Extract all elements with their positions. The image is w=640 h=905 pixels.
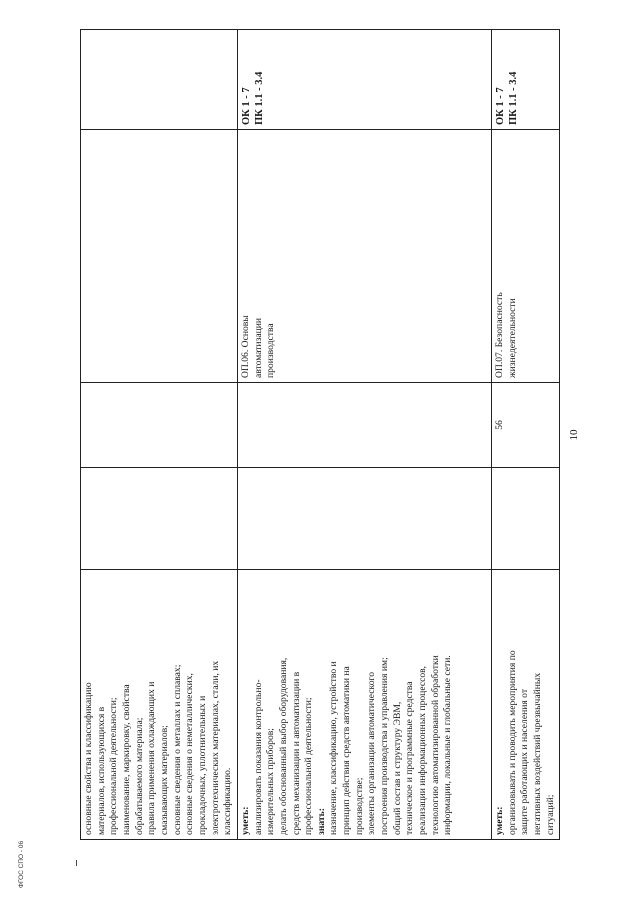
discipline-line: жизнедеятельности <box>506 298 518 378</box>
table-row <box>81 30 238 840</box>
content-line: анализировать показания контрольно- <box>252 679 264 835</box>
content-line: электротехнических материалах, стали, их <box>209 660 221 835</box>
skills-heading: уметь: <box>239 806 251 835</box>
knowledge-heading: знать: <box>315 808 327 835</box>
page-number: 10 <box>568 429 580 441</box>
skills-heading: уметь: <box>493 806 505 835</box>
content-line: назначение, классификацию, устройство и <box>328 661 340 835</box>
hours1-cell <box>237 468 491 570</box>
discipline-cell <box>237 130 491 383</box>
content-line: материалов, использующихся в <box>95 706 107 835</box>
competency-table <box>80 29 560 840</box>
general-competence-code: ОК 1 - 7 <box>494 87 506 125</box>
hours2-cell <box>237 383 491 468</box>
discipline-cell <box>491 130 559 383</box>
content-line: принцип действия средств автоматики на <box>341 666 353 835</box>
content-line: прокладочных, уплотнительных и <box>196 695 208 835</box>
content-line: делать обоснованный выбор оборудования, <box>277 657 289 835</box>
content-line: классификацию. <box>222 767 234 835</box>
codes-cell <box>237 30 491 130</box>
content-line: реализации информационных процессов, <box>417 665 429 835</box>
professional-competence-code: ПК 1.1 - 3.4 <box>254 71 265 125</box>
discipline-line: производства <box>265 323 277 378</box>
content-cell <box>237 570 491 840</box>
discipline-line: автоматизации <box>252 317 264 378</box>
rotated-page <box>80 30 600 840</box>
content-line: профессиональной деятельности; <box>108 697 120 835</box>
hours1-cell <box>491 468 559 570</box>
content-line: правила применения охлаждающих и <box>146 681 158 835</box>
hours2-cell: 56 <box>491 383 559 468</box>
table-row <box>491 30 559 840</box>
content-line: смазывающих материалов; <box>158 725 170 835</box>
table-row <box>237 30 491 840</box>
content-line: построения производства и управления им; <box>379 657 391 835</box>
content-line: защите работающих и населения от <box>519 688 531 835</box>
codes-cell <box>491 30 559 130</box>
content-line: ситуаций; <box>544 794 556 835</box>
content-line: организовывать и проводить мероприятия по <box>506 650 518 835</box>
hours1-cell <box>81 468 238 570</box>
margin-rule <box>76 860 77 866</box>
content-line: профессиональной деятельности; <box>303 697 315 835</box>
content-line: основные сведения о неметаллических, <box>184 673 196 835</box>
hours2-cell <box>81 383 238 468</box>
content-line: измерительных приборов; <box>265 728 277 835</box>
content-line: технологию автоматизированной обработки <box>429 655 441 835</box>
content-cell <box>81 570 238 840</box>
discipline-line: ОП.07. Безопасность <box>493 292 505 378</box>
content-line: производстве; <box>353 777 365 835</box>
content-line: наименование, маркировку, свойства <box>120 684 132 835</box>
content-line: средств механизации и автоматизации в <box>290 671 302 835</box>
content-line: основные сведения о металлах и сплавах; <box>171 664 183 835</box>
discipline-cell <box>81 130 238 383</box>
professional-competence-code: ПК 1.1 - 3.4 <box>508 71 519 125</box>
content-line: обрабатываемого материала; <box>133 717 145 835</box>
content-line: информации, локальные и глобальные сети. <box>442 655 454 835</box>
content-line: общий состав и структуру ЭВМ, <box>391 701 403 835</box>
codes-cell <box>81 30 238 130</box>
content-line: негативных воздействий чрезвычайных <box>531 672 543 835</box>
content-line: техническое и программные средства <box>404 681 416 835</box>
content-line: элементы организации автоматического <box>366 671 378 835</box>
footer-code: ФГОС СПО - 06 <box>18 840 25 888</box>
general-competence-code: ОК 1 - 7 <box>240 87 252 125</box>
content-cell <box>491 570 559 840</box>
content-line: основные свойства и классификацию <box>83 682 94 835</box>
discipline-line: ОП.06. Основы <box>239 315 251 378</box>
